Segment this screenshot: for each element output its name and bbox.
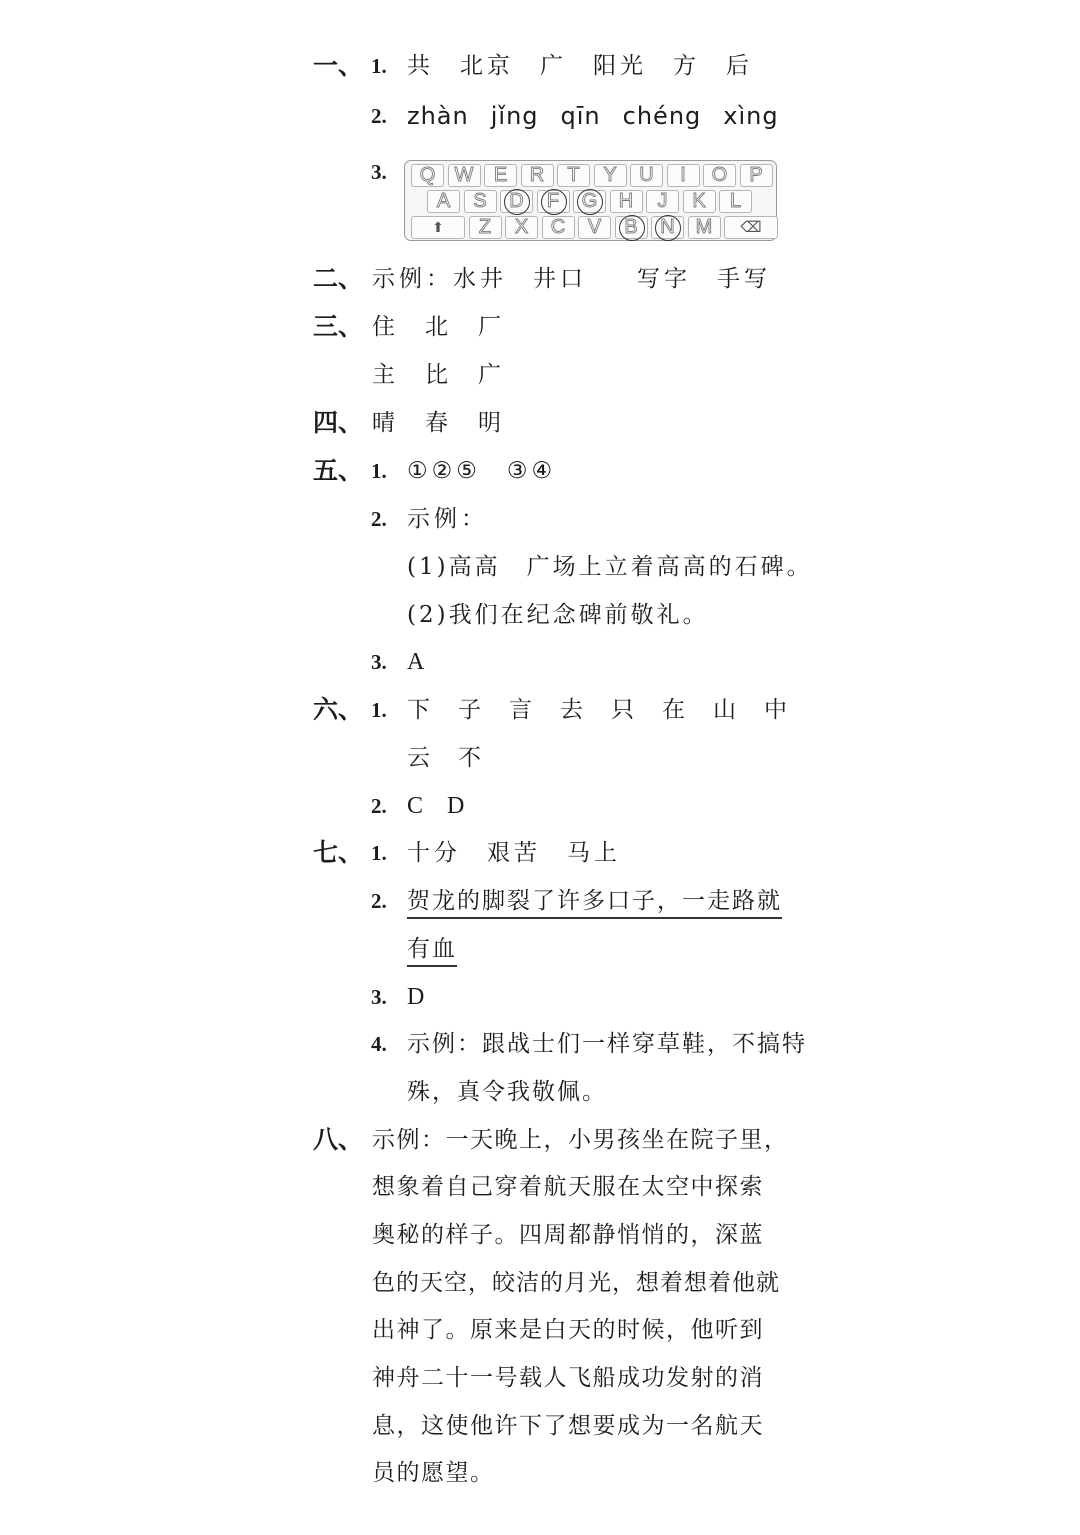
underlined-answer: 有血: [407, 936, 457, 967]
section-label: 八、: [313, 1125, 364, 1154]
section-8-line-6: [0, 1358, 1080, 1398]
key: Q: [411, 164, 444, 187]
answer-words: [372, 307, 531, 347]
answer-sentence: (1)高高 广场上立着高高的石碑。: [407, 554, 813, 580]
key: T: [557, 164, 590, 187]
question-number: 1.: [371, 459, 387, 483]
section-6-q1-row-2: [0, 738, 1080, 778]
section-8-line-8: [0, 1453, 1080, 1493]
key: O: [703, 164, 736, 187]
section-5-q2-answer-1: [0, 547, 1080, 587]
keyboard-row-2: [427, 190, 756, 214]
key: R: [521, 164, 554, 187]
answer-word: 手写: [717, 266, 771, 292]
answer-word: 水井: [453, 266, 507, 292]
answer-char: 言: [509, 697, 536, 723]
keyboard-image: [404, 160, 777, 241]
answer-word: 写字: [637, 266, 691, 292]
key-circled: N: [651, 216, 684, 239]
section-1-q2-line: [0, 96, 1080, 136]
answer-char: 广: [478, 362, 505, 388]
answer-words: [372, 259, 797, 299]
answer-group: ①②⑤: [407, 458, 481, 484]
section-7-q1-line: [0, 833, 1080, 873]
answer-word: 北京: [460, 53, 514, 79]
question-number: 2.: [371, 507, 387, 531]
key-circled: G: [573, 190, 606, 213]
key-circled: B: [615, 216, 648, 239]
essay-line: 色的天空，皎洁的月光，想着想着他就: [372, 1270, 780, 1296]
key: K: [683, 190, 716, 213]
question-number: 4.: [371, 1032, 387, 1056]
section-7-q2-line-2: [0, 929, 1080, 969]
section-5-q3-line: [0, 642, 1080, 682]
answer-sentence: (2)我们在纪念碑前敬礼。: [407, 602, 709, 628]
example-prefix: 示例：: [372, 266, 453, 292]
keyboard-row-1: [411, 164, 776, 188]
section-label: 六、: [313, 695, 364, 724]
section-6-q2-line: [0, 786, 1080, 826]
question-number: 3.: [371, 985, 387, 1009]
key-circled: D: [500, 190, 533, 213]
answer-text: D: [407, 984, 425, 1010]
essay-line: 员的愿望。: [372, 1460, 495, 1486]
key: Z: [469, 216, 502, 239]
section-7-q2-line-1: [0, 881, 1080, 921]
key: E: [484, 164, 517, 187]
answer-char: 去: [560, 697, 587, 723]
section-8-line-4: [0, 1263, 1080, 1303]
pinyin-word: xìng: [723, 102, 779, 130]
answer-char: 春: [425, 410, 452, 436]
keyboard-row-3: [411, 216, 782, 240]
section-7-q4-line-2: [0, 1072, 1080, 1112]
essay-line: 示例：一天晚上，小男孩坐在院子里，: [372, 1127, 789, 1153]
section-label: 七、: [313, 838, 364, 867]
backspace-icon: ⌫: [724, 216, 778, 239]
answer-word: 马上: [567, 840, 621, 866]
answer-word: 阳光: [593, 53, 647, 79]
essay-line: 奥秘的样子。四周都静悄悄的，深蓝: [372, 1222, 764, 1248]
underlined-answer-wrap: [407, 929, 457, 969]
answer-sentence: 示例：跟战士们一样穿草鞋，不搞特: [407, 1031, 807, 1057]
section-6-q1-row-1: [0, 690, 1080, 730]
answer-sentence: 殊，真令我敬佩。: [407, 1079, 607, 1105]
answer-words: [407, 451, 582, 491]
section-5-q1-line: [0, 451, 1080, 491]
essay-line: 神舟二十一号载人飞船成功发射的消: [372, 1365, 764, 1391]
section-label: 五、: [313, 456, 364, 485]
answer-char: 比: [425, 362, 452, 388]
answer-char: 不: [458, 745, 485, 771]
key: Y: [594, 164, 627, 187]
answer-word: 共: [407, 53, 434, 79]
example-prefix: 示例：: [407, 506, 488, 532]
section-label: 四、: [313, 408, 364, 437]
pinyin-word: chéng: [622, 102, 702, 130]
answer-char: 子: [458, 697, 485, 723]
section-1-q3-line: [0, 152, 400, 192]
section-label: 二、: [313, 264, 364, 293]
key: C: [542, 216, 575, 239]
answer-char: 下: [407, 697, 434, 723]
question-number: 3.: [371, 160, 387, 184]
answer-words: [407, 690, 791, 730]
answer-words: [407, 46, 779, 86]
section-3-row-1: [0, 307, 1080, 347]
question-number: 2.: [371, 794, 387, 818]
answer-word: 艰苦: [487, 840, 541, 866]
answer-char: 山: [713, 697, 740, 723]
key: J: [646, 190, 679, 213]
key: P: [740, 164, 773, 187]
answer-char: 主: [372, 362, 399, 388]
answer-words: [372, 403, 531, 443]
answer-char: 云: [407, 745, 434, 771]
key: H: [610, 190, 643, 213]
pinyin-word: jǐng: [490, 102, 539, 130]
question-number: 1.: [371, 54, 387, 78]
section-8-line-7: [0, 1406, 1080, 1446]
key: W: [448, 164, 481, 187]
section-8-line-1: [0, 1120, 1080, 1160]
key: I: [667, 164, 700, 187]
section-2-line: [0, 259, 1080, 299]
answer-char: 北: [425, 314, 452, 340]
section-4-line: [0, 403, 1080, 443]
key: A: [427, 190, 460, 213]
key: V: [578, 216, 611, 239]
underlined-answer-wrap: [407, 881, 782, 921]
up-arrow-icon: ⬆: [411, 216, 465, 239]
answer-char: 住: [372, 314, 399, 340]
key: M: [688, 216, 721, 239]
key-circled: F: [537, 190, 570, 213]
answer-char: 晴: [372, 410, 399, 436]
answer-text: A: [407, 649, 425, 675]
question-number: 1.: [371, 698, 387, 722]
section-8-line-3: [0, 1215, 1080, 1255]
answer-char: 明: [478, 410, 505, 436]
key: S: [464, 190, 497, 213]
section-8-line-2: [0, 1167, 1080, 1207]
answer-char: 厂: [478, 314, 505, 340]
section-8-line-5: [0, 1310, 1080, 1350]
section-7-q3-line: [0, 977, 1080, 1017]
answer-group: ③④: [506, 458, 557, 484]
essay-line: 想象着自己穿着航天服在太空中探索: [372, 1174, 764, 1200]
section-5-q2-line: [0, 499, 1080, 539]
key: U: [630, 164, 663, 187]
answer-word: 方: [673, 53, 700, 79]
answer-text: C D: [407, 793, 465, 819]
section-label: 一、: [313, 51, 364, 80]
key: L: [719, 190, 752, 213]
question-number: 1.: [371, 841, 387, 865]
answer-char: 在: [662, 697, 689, 723]
section-7-q4-line-1: [0, 1024, 1080, 1064]
essay-line: 息，这使他许下了想要成为一名航天: [372, 1413, 764, 1439]
question-number: 2.: [371, 889, 387, 913]
answer-word: 十分: [407, 840, 461, 866]
essay-line: 出神了。原来是白天的时候，他听到: [372, 1317, 764, 1343]
question-number: 3.: [371, 650, 387, 674]
question-number: 2.: [371, 104, 387, 128]
section-3-row-2: [0, 355, 1080, 395]
underlined-answer: 贺龙的脚裂了许多口子，一走路就: [407, 888, 782, 919]
pinyin-word: qīn: [560, 102, 601, 130]
answer-word: 广: [540, 53, 567, 79]
pinyin-word: zhàn: [407, 102, 469, 130]
answer-words: [372, 355, 531, 395]
answer-words: [407, 833, 647, 873]
answer-word: 后: [726, 53, 753, 79]
answer-words: [407, 738, 511, 778]
answer-word: 井口: [533, 266, 587, 292]
answer-char: 中: [764, 697, 791, 723]
section-label: 三、: [313, 312, 364, 341]
answer-char: 只: [611, 697, 638, 723]
section-1-q1-line: [0, 46, 1080, 86]
section-5-q2-answer-2: [0, 595, 1080, 635]
key: X: [505, 216, 538, 239]
pinyin-answers: [407, 96, 779, 136]
